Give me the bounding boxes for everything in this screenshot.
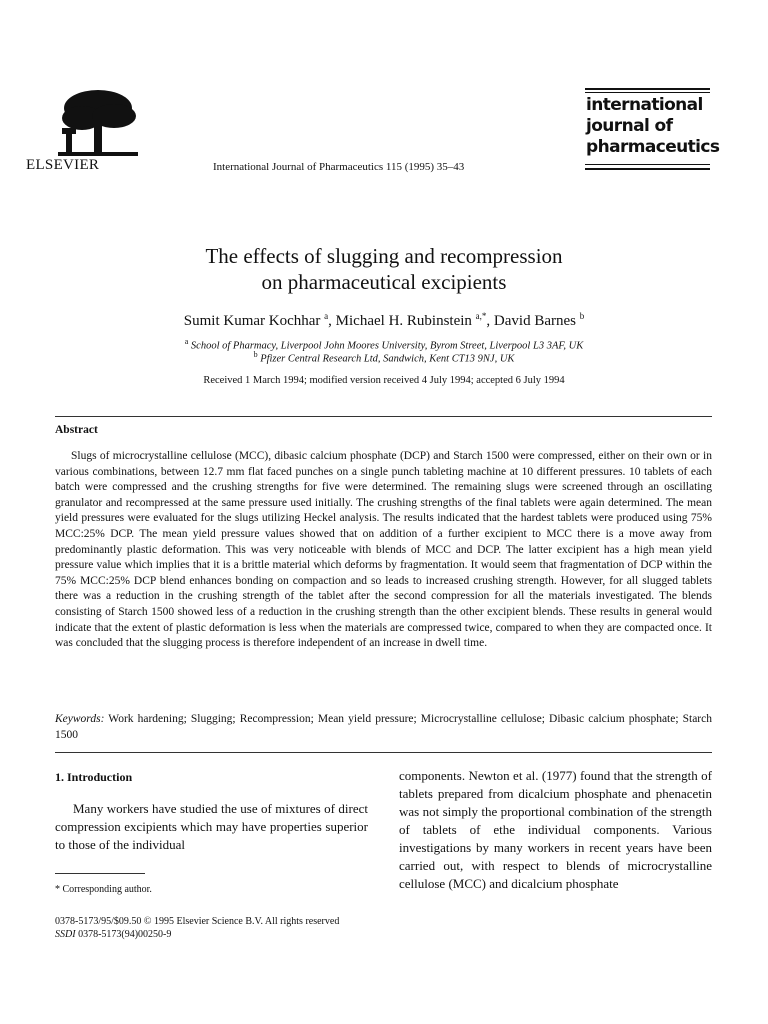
author-name: Michael H. Rubinstein xyxy=(335,313,472,329)
abstract-text: Slugs of microcrystalline cellulose (MCC), dibasic calcium phosphate (DCP) and Starch 1500 were compressed, either on their own or in various combinations, between 12.7 mm flat faced punches on a single punch tableting machine at 10 different pressures. 10 tablets of each batch were compressed and the crushing strengths for five were determined. The remaining slugs were screened through an oscillating granulator and recompressed at the same pressure used initially. The crushing strengths of the final tablets were again determined. The mean yield pressures were evaluated for the slugs utilizing Heckel analysis. The results indicated that the hardest tablets were produced using 75% MCC:25% DCP. The mean yield pressure values showed that on addition of a further excipient to MCC there is a move away from predominantly plastic deformation. This was very noticeable with blends of MCC and DCP. The latter excipient has a high mean yield pressure value which implies that it is a brittle material which deforms by fragmentation. It would seem that fragmentation of DCP within the 75% MCC:25% DCP blend enhances bonding on compaction and so leads to increased crushing strength. However, for all slugged tablets there was a reduction in the crushing strength of the tablet after the second compression for all the materials investigated. The blends consisting of Starch 1500 showed less of a reduction in the crushing strength than the other excipient blends. These results in general would indicate that the extent of plastic deformation is less when the materials are compressed twice, compared to when they are compacted once. It was concluded that the slugging process is therefore independent of an increase in dwell time. xyxy=(55,450,712,650)
keywords-list: Work hardening; Slugging; Recompression; Mean yield pressure; Microcrystalline cellulose; Dibasic calcium phosphate; Starch 1500 xyxy=(55,713,712,741)
brand-line-1: international xyxy=(586,95,703,115)
ssdi-value: 0378-5173(94)00250-9 xyxy=(78,929,172,940)
copyright-line: 0378-5173/95/$09.50 © 1995 Elsevier Science B.V. All rights reserved xyxy=(55,916,340,927)
abstract-bottom-rule xyxy=(55,752,712,753)
brand-line-2: journal of xyxy=(586,116,673,136)
journal-brand xyxy=(586,95,720,158)
author-affiliation-mark: b xyxy=(579,311,585,321)
abstract-top-rule xyxy=(55,416,712,417)
brand-rule-bottom xyxy=(585,168,710,170)
brand-rule-top-thin xyxy=(585,92,710,93)
brand-line-3: pharmaceutics xyxy=(586,137,720,157)
introduction-paragraph-1: Many workers have studied the use of mixtures of direct compression excipients which may have properties superior to those of the individual xyxy=(55,801,368,852)
corresponding-author-footnote: * Corresponding author. xyxy=(55,884,152,895)
keywords xyxy=(55,712,712,743)
introduction-paragraph-2: components. Newton et al. (1977) found that the strength of tablets prepared from dicalcium phosphate and phenacetin was not simply the proportional combination of the strength of tablets of ethe individual components. Various investigations by many workers in recent years have been carried out, with respect to blends of microcrystalline cellulose (MCC) and dicalcium phosphate xyxy=(399,768,712,891)
brand-rule-bottom-thin xyxy=(585,164,710,165)
ssdi-label: SSDI xyxy=(55,929,76,940)
affiliation-text: Pfizer Central Research Ltd, Sandwich, Kent CT13 9NJ, UK xyxy=(260,353,515,365)
affiliation-mark: a xyxy=(184,337,189,346)
author-name: Sumit Kumar Kochhar xyxy=(183,313,321,329)
abstract-heading: Abstract xyxy=(55,424,98,436)
article-title xyxy=(0,243,768,295)
keywords-label: Keywords: xyxy=(55,713,105,725)
title-line-1: The effects of slugging and recompression xyxy=(205,244,563,268)
elsevier-tree-logo xyxy=(52,86,142,166)
brand-rule-top xyxy=(585,88,710,90)
affiliation-mark: b xyxy=(253,350,258,359)
publisher-name: ELSEVIER xyxy=(26,157,100,173)
title-line-2: on pharmaceutical excipients xyxy=(261,270,507,294)
author-name: David Barnes xyxy=(493,313,576,329)
journal-citation: International Journal of Pharmaceutics 115 (1995) 35–43 xyxy=(213,161,465,173)
author-affiliation-mark: a xyxy=(324,311,329,321)
received-dates: Received 1 March 1994; modified version received 4 July 1994; accepted 6 July 1994 xyxy=(203,375,565,386)
section-heading-introduction: 1. Introduction xyxy=(55,770,133,784)
author-list: Sumit Kumar Kochhar $^a$, Michael H. Rubinstein $^{a,*}$, David Barnes $^b$ xyxy=(183,311,585,329)
author-affiliation-mark: a,* xyxy=(475,311,487,321)
copyright-block xyxy=(55,915,339,941)
affiliation-b xyxy=(0,350,768,365)
affiliation-text: School of Pharmacy, Liverpool John Moores University, Byrom Street, Liverpool L3 3AF, UK xyxy=(190,340,584,352)
footnote-rule xyxy=(55,873,145,874)
